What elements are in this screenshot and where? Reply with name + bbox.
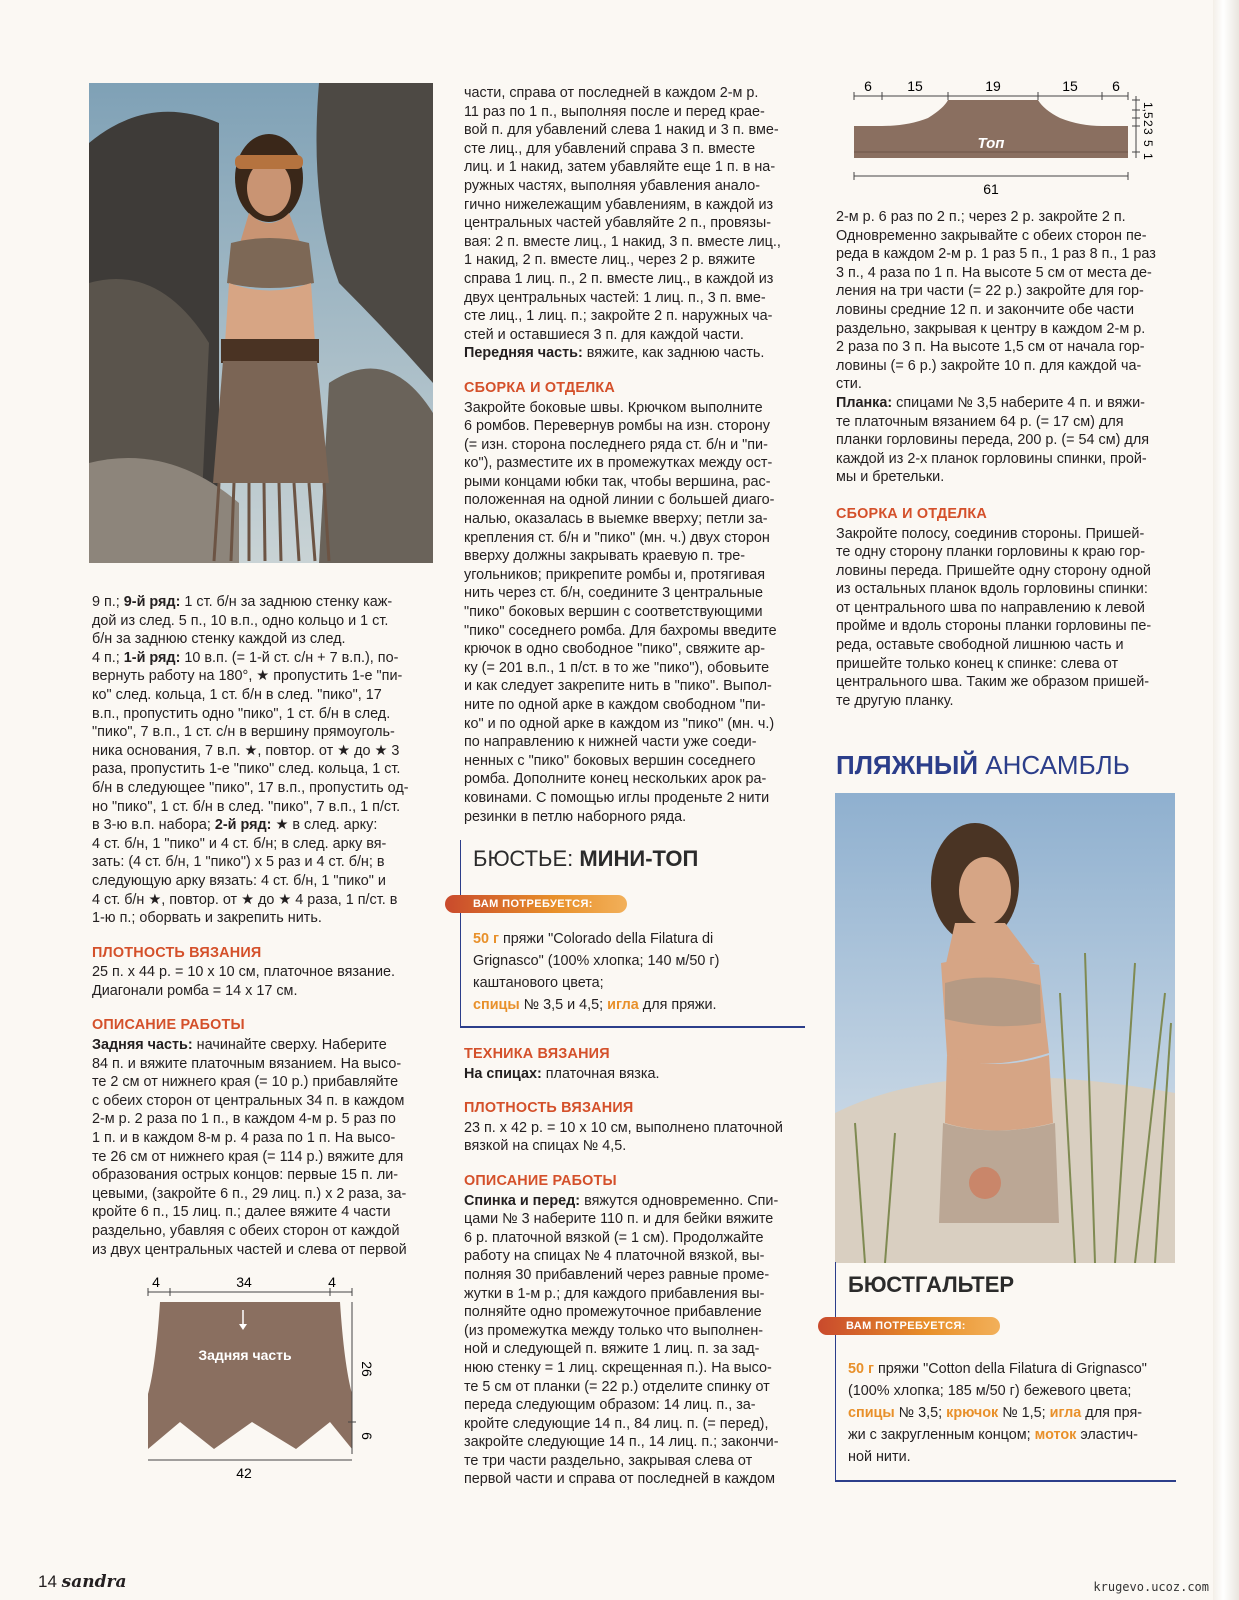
text-line: сте лиц., 1 лиц. п.; закройте 2 п. наружных ча- bbox=[464, 308, 773, 325]
text-line: угольников; прикрепите ромбы и, протягивая bbox=[464, 566, 765, 583]
text-line: вязкой на спицах № 4,5. bbox=[464, 1138, 627, 1155]
left-paragraph bbox=[92, 593, 432, 928]
density-text bbox=[92, 963, 432, 1000]
text-line: 6 ромбов. Перевернув ромбы на изн. сторону bbox=[464, 418, 770, 435]
text-line: 25 п. х 44 р. = 10 х 10 см, платочное вязание. bbox=[92, 964, 395, 981]
text-line: б/н за заднюю стенку каждой из след. bbox=[92, 631, 346, 648]
top-vdim-5: 1 bbox=[1141, 153, 1155, 160]
text-line: раздельно, закрывая к центру в каждом 2-м р. bbox=[836, 320, 1146, 337]
text-line: 2-м р. 6 раз по 2 п.; через 2 р. закройте 2 п. bbox=[836, 209, 1126, 225]
you-need-pill: ВАМ ПОТРЕБУЕТСЯ: bbox=[445, 895, 627, 913]
text-line: "пико" соседнего ромба. Для бахромы введите bbox=[464, 622, 777, 639]
text-line: переда следующим образом: 14 лиц. п., за- bbox=[464, 1397, 756, 1414]
text-line: раза, пропустить 1-е "пико" след. кольца, 1 ст. bbox=[92, 761, 401, 778]
text-line: ко" след. кольца, 1 ст. б/н в след. "пико", 17 bbox=[92, 686, 382, 703]
text-line: дой из след. 5 п., 10 в.п., одно кольцо и 1 ст. bbox=[92, 612, 389, 629]
text-line: ковинами. С помощью иглы проденьте 2 нити bbox=[464, 789, 770, 806]
text-line: 11 раз по 1 п., выполняя после и перед крае- bbox=[464, 103, 765, 120]
skirt-dim-top-mid: 34 bbox=[236, 1274, 252, 1290]
text-line: 4 ст. б/н, 1 "пико" и 4 ст. б/н; в след. арку вя- bbox=[92, 835, 387, 852]
text-line: образования острых концов: первые 15 п. ли- bbox=[92, 1167, 399, 1184]
text-line: работу на спицах № 4 платочной вязкой, вы- bbox=[464, 1248, 765, 1265]
you-need-pill-2: ВАМ ПОТРЕБУЕТСЯ: bbox=[818, 1317, 1000, 1335]
right-column bbox=[836, 208, 1176, 710]
text-line: нить через ст. б/н, соедините 3 центральные bbox=[464, 585, 763, 602]
text-line: ко"), разместите их в промежутках между ост- bbox=[464, 455, 773, 472]
text-line: те 26 см от нижнего края (= 114 р.) вяжите для bbox=[92, 1148, 404, 1165]
top-dim-2: 15 bbox=[907, 78, 923, 94]
box-title-bra: БЮСТГАЛЬТЕР bbox=[848, 1272, 1015, 1297]
text-line: пришейте только конец к спинке: слева от bbox=[836, 655, 1119, 672]
skirt-dim-height: 26 bbox=[359, 1361, 375, 1377]
text-line: те другую планку. bbox=[836, 692, 954, 709]
site-watermark: krugevo.ucoz.com bbox=[1093, 1580, 1209, 1594]
top-label: Топ bbox=[977, 135, 1005, 152]
top-dim-1: 6 bbox=[864, 78, 872, 94]
text-line: Одновременно закрывайте с обеих сторон пе- bbox=[836, 227, 1147, 244]
text-line: ненных с "пико" боковых вершин соседнего bbox=[464, 752, 756, 769]
text-line: 3 п., 4 раза по 1 п. На высоте 5 см от места де- bbox=[836, 264, 1152, 281]
section-title-work: ОПИСАНИЕ РАБОТЫ bbox=[92, 1017, 245, 1034]
text-line: гично нижележащим убавлениям, в каждой из bbox=[464, 196, 774, 213]
skirt-dim-top-right: 4 bbox=[328, 1274, 336, 1290]
text-line: (= изн. сторона последнего ряда ст. б/н и "пи- bbox=[464, 436, 768, 453]
text-line: те 2 см от нижнего края (= 10 р.) прибавляйте bbox=[92, 1074, 399, 1091]
text-line: жутки в 1-м р.; для каждого прибавления вы- bbox=[464, 1285, 765, 1302]
text-line: ловины переда. Пришейте одну сторону одной bbox=[836, 562, 1151, 579]
page-edge bbox=[1213, 0, 1239, 1600]
top-vdim-2: 2 bbox=[1141, 120, 1155, 127]
text-line: полняйте одно промежуточное прибавление bbox=[464, 1304, 762, 1321]
text-line: Спинка и перед: вяжутся одновременно. Спи- bbox=[464, 1192, 779, 1209]
text-line: вой п. для убавлений слева 1 накид и 3 п. вме- bbox=[464, 122, 779, 139]
text-line: реда, оставьте свободной лишнюю часть и bbox=[836, 637, 1124, 654]
text-line: вая: 2 п. вместе лиц., 1 накид, 3 п. вместе лиц., bbox=[464, 233, 781, 250]
top-dim-bottom: 61 bbox=[983, 181, 999, 197]
text-line: "пико", 7 в.п., 1 ст. с/н в вершину прямоуголь- bbox=[92, 724, 395, 741]
mid-paragraph bbox=[464, 84, 804, 363]
materials-box-bustier bbox=[460, 840, 805, 1028]
section-title-density: ПЛОТНОСТЬ ВЯЗАНИЯ bbox=[92, 944, 262, 961]
skirt-dim-top-left: 4 bbox=[152, 1274, 160, 1290]
text-line: и как следует закрепите нить в "пико". Выпол- bbox=[464, 678, 772, 695]
text-line: 84 п. и вяжите платочным вязанием. На высо- bbox=[92, 1055, 402, 1072]
materials-box-bra bbox=[835, 1262, 1176, 1482]
text-line: рыми концами юбки так, чтобы вершина, рас- bbox=[464, 473, 771, 490]
skirt-diagram bbox=[140, 1274, 380, 1484]
text-line: планки горловины переда, 200 р. (= 54 см) для bbox=[836, 432, 1150, 449]
text-line: 2-м р. 2 раза по 1 п., в каждом 4-м р. 5 раз по bbox=[92, 1111, 396, 1128]
top-dim-3: 19 bbox=[985, 78, 1001, 94]
left-column bbox=[92, 593, 432, 1259]
materials-text-2: 50 г пряжи "Cotton della Filatura di Grignasco" (100% хлопка; 185 м/50 г) бежевого цвета; спицы № 3,5; крючок № 1,5; игла для пря- жи с закругленным концом; моток эластич- ной нити. bbox=[848, 1361, 1147, 1465]
text-line: ружных частях, выполняя убавления анало- bbox=[464, 177, 761, 194]
text-line: те платочным вязанием 64 р. (= 17 см) для bbox=[836, 413, 1124, 430]
text-line: части, справа от последней в каждом 2-м р. bbox=[464, 85, 759, 101]
text-line: ной и следующей п. вяжите 1 лиц. п. за зад- bbox=[464, 1341, 760, 1358]
text-line: стей и оставшиеся 3 п. для каждой части. bbox=[464, 326, 744, 343]
footer bbox=[38, 1572, 126, 1592]
middle-column bbox=[464, 84, 804, 826]
text-line: ко" и по одной арке в каждом из "пико" (мн. ч.) bbox=[464, 715, 775, 732]
text-line: крепления ст. б/н и "пико" (мн. ч.) двух сторон bbox=[464, 529, 770, 546]
text-line: кройте 6 п., 15 лиц. п.; далее вяжите 4 части bbox=[92, 1204, 391, 1221]
text-line: сте лиц., для убавлений справа 3 п. вместе bbox=[464, 140, 756, 157]
text-line: зать: (4 ст. б/н, 1 "пико") х 5 раз и 4 ст. б/н; в bbox=[92, 854, 385, 871]
text-line: те одну сторону планки горловины к краю гор- bbox=[836, 544, 1146, 561]
top-diagram bbox=[848, 78, 1168, 200]
text-line: резинки в петлю наборного ряда. bbox=[464, 808, 687, 825]
text-line: ника основания, 7 в.п. ★, повтор. от ★ до ★ 3 bbox=[92, 742, 400, 759]
text-line: вверху должны закрывать краевую п. тре- bbox=[464, 548, 746, 565]
skirt-dim-bottom: 42 bbox=[236, 1465, 252, 1481]
materials-text: 50 г пряжи "Colorado della Filatura di Grignasco" (100% хлопка; 140 м/50 г) каштанового цвета; спицы № 3,5 и 4,5; игла для пряжи. bbox=[473, 931, 720, 1013]
text-line: в.п., пропустить одно "пико", 1 ст. б/н в след. bbox=[92, 705, 391, 722]
text-line: те три части раздельно, закрывая слева от bbox=[464, 1452, 753, 1469]
text-line: следующую арку вязать: 4 ст. б/н, 1 "пико" и bbox=[92, 872, 386, 889]
text-line: цевыми, (закройте 6 п., 29 лиц. п.) х 2 раза, за- bbox=[92, 1185, 407, 1202]
top-dim-4: 15 bbox=[1062, 78, 1078, 94]
right-paragraph bbox=[836, 208, 1176, 487]
text-line: пройме и вдоль стороны планки горловины пе- bbox=[836, 618, 1152, 635]
text-line: первой части и справа от последней в каждом bbox=[464, 1471, 776, 1488]
text-line: но "пико", 1 ст. б/н в след. "пико", 7 в.п., 1 п/ст. bbox=[92, 798, 401, 815]
photo-model-bikini bbox=[835, 793, 1175, 1263]
text-line: крючок в одно свободное "пико", свяжите ар- bbox=[464, 641, 766, 658]
middle-lower-column bbox=[464, 1029, 804, 1489]
work-text bbox=[92, 1036, 432, 1259]
text-line: в 3-ю в.п. набора; 2-й ряд: ★ в след. арку: bbox=[92, 817, 378, 834]
text-line: 23 п. х 42 р. = 10 х 10 см, выполнено платочной bbox=[464, 1119, 783, 1136]
section-title-assembly: СБОРКА И ОТДЕЛКА bbox=[464, 379, 615, 396]
text-line: каждой из 2-х планок горловины спинки, прой- bbox=[836, 450, 1147, 467]
text-line: ления на три части (= 22 р.) закройте для гор- bbox=[836, 283, 1144, 300]
text-line: центральных частей убавляйте 2 п., провязы- bbox=[464, 215, 772, 232]
text-line: лиц. и 1 накид, затем убавляйте еще 1 п. в на- bbox=[464, 159, 776, 176]
text-line: с обеих сторон от центральных 34 п. в каждом bbox=[92, 1092, 405, 1109]
text-line: налью, оказалась в выемке вверху; петли за- bbox=[464, 511, 768, 528]
text-line: Диагонали ромба = 14 х 17 см. bbox=[92, 982, 298, 999]
section-title-density-2: ПЛОТНОСТЬ ВЯЗАНИЯ bbox=[464, 1100, 634, 1117]
skirt-dim-points: 6 bbox=[359, 1432, 375, 1440]
text-line: ку (= 201 в.п., 1 п/ст. в то же "пико"), обовьите bbox=[464, 659, 770, 676]
text-line: Задняя часть: начинайте сверху. Наберите bbox=[92, 1037, 387, 1054]
text-line: вернуть работу на 180°, ★ пропустить 1-е "пи- bbox=[92, 668, 403, 685]
assembly-text bbox=[464, 399, 804, 827]
text-line: (из промежутка между только что выполнен- bbox=[464, 1322, 764, 1339]
text-line: реда в каждом 2-м р. 1 раз 5 п., 1 раз 8 п., 1 раз bbox=[836, 246, 1156, 263]
text-line: б/н в следующее "пико", 17 в.п., пропустить од- bbox=[92, 779, 409, 796]
text-line: 6 р. платочной вязкой (= 1 см). Продолжайте bbox=[464, 1229, 764, 1246]
top-vdim-3: 3 bbox=[1141, 128, 1155, 135]
text-line: положенная на одной линии с большей диаго- bbox=[464, 492, 775, 509]
text-line: полняя 30 прибавлений через равные проме- bbox=[464, 1266, 770, 1283]
top-vdim-1: 1,5 bbox=[1141, 102, 1155, 119]
text-line: закройте следующие 14 п., 14 лиц. п.; закончи- bbox=[464, 1434, 779, 1451]
ensemble-heading: ПЛЯЖНЫЙ АНСАМБЛЬ bbox=[836, 750, 1130, 780]
text-line: ловины средние 12 п. и закончите обе части bbox=[836, 301, 1135, 318]
text-line: 1 накид, 2 п. вместе лиц., через 2 р. вяжите bbox=[464, 252, 756, 269]
text-line: Передняя часть: вяжите, как заднюю часть. bbox=[464, 345, 765, 362]
box-title-bustier: БЮСТЬЕ: МИНИ-ТОП bbox=[473, 846, 699, 871]
text-line: из двух центральных частей и слева от первой bbox=[92, 1241, 407, 1258]
text-line: Закройте полосу, соединив стороны. Пришей- bbox=[836, 525, 1145, 542]
section-title-work-2: ОПИСАНИЕ РАБОТЫ bbox=[464, 1172, 617, 1189]
text-line: Закройте боковые швы. Крючком выполните bbox=[464, 399, 763, 416]
top-vdim-4: 5 bbox=[1141, 140, 1155, 147]
text-line: центрального шва. Таким же образом пришей- bbox=[836, 674, 1150, 691]
assembly-text-2 bbox=[836, 525, 1176, 711]
text-line: 9 п.; 9-й ряд: 1 ст. б/н за заднюю стенку каж- bbox=[92, 594, 393, 610]
text-line: 2 раза по 3 п. На высоте 1,5 см от начала гор- bbox=[836, 339, 1145, 356]
photo-model-skirt bbox=[89, 83, 433, 563]
section-title-assembly-2: СБОРКА И ОТДЕЛКА bbox=[836, 505, 987, 522]
text-line: по направлению к нижней части уже соеди- bbox=[464, 734, 757, 751]
text-line: нюю стенку = 1 лиц. скрещенная п.). На высо- bbox=[464, 1359, 772, 1376]
technique-text bbox=[464, 1065, 804, 1084]
skirt-label: Задняя часть bbox=[198, 1347, 292, 1363]
text-line: 4 п.; 1-й ряд: 10 в.п. (= 1-й ст. с/н + 7 в.п.), по- bbox=[92, 649, 399, 666]
text-line: от центрального шва по направлению к левой bbox=[836, 599, 1145, 616]
brand-logo: sandra bbox=[61, 1572, 127, 1592]
work-text-2 bbox=[464, 1192, 804, 1490]
page-number: 14 bbox=[38, 1572, 57, 1591]
top-dim-5: 6 bbox=[1112, 78, 1120, 94]
text-line: На спицах: платочная вязка. bbox=[464, 1065, 660, 1082]
text-line: кройте следующие 14 п., 84 лиц. п. (= перед), bbox=[464, 1415, 769, 1432]
text-line: двух центральных частей: 1 лиц. п., 3 п. вме- bbox=[464, 289, 766, 306]
text-line: 1 п. и в каждом 8-м р. 4 раза по 1 п. На высо- bbox=[92, 1130, 396, 1147]
text-line: "пико" боковых вершин с соответствующими bbox=[464, 604, 763, 621]
text-line: ните по одной арке в каждом свободном "пи- bbox=[464, 697, 766, 713]
text-line: 1-ю п.; оборвать и закрепить нить. bbox=[92, 910, 322, 927]
text-line: справа 1 лиц. п., 2 п. вместе лиц., в каждой из bbox=[464, 270, 774, 287]
text-line: раздельно, убавляя с обеих сторон от каждой bbox=[92, 1223, 400, 1239]
text-line: ромба. Дополните конец нескольких арок ра- bbox=[464, 771, 767, 788]
text-line: сти. bbox=[836, 376, 862, 393]
density-text-2 bbox=[464, 1119, 804, 1156]
text-line: 4 ст. б/н ★, повтор. от ★ до ★ 4 раза, 1 п/ст. в bbox=[92, 891, 398, 908]
text-line: Планка: спицами № 3,5 наберите 4 п. и вяжи- bbox=[836, 394, 1145, 411]
text-line: те 5 см от планки (= 22 р.) отделите спинку от bbox=[464, 1378, 770, 1395]
section-title-technique: ТЕХНИКА ВЯЗАНИЯ bbox=[464, 1046, 610, 1062]
text-line: из остальных планок вдоль горловины спинки: bbox=[836, 581, 1148, 598]
text-line: ловины (= 6 р.) закройте 10 п. для каждой ча- bbox=[836, 357, 1142, 374]
text-line: цами № 3 наберите 110 п. и для бейки вяжите bbox=[464, 1211, 774, 1228]
text-line: мы и бретельки. bbox=[836, 469, 945, 486]
